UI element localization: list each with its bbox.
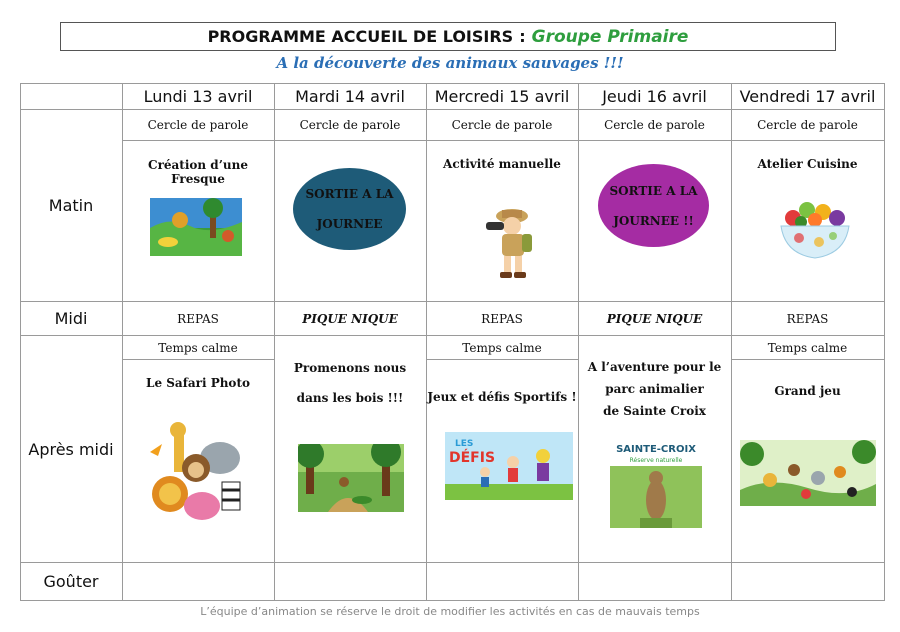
morning-activity-friday: Atelier Cuisine [757,157,858,171]
fruit-salad-image [775,196,855,264]
lunch-monday: REPAS [177,311,219,326]
morning-circle-monday: Cercle de parole [147,118,249,132]
jungle-game-image [740,440,876,506]
fresco-image [150,198,242,256]
title-box [60,22,836,51]
afternoon-activity-monday: Le Safari Photo [146,376,250,390]
morning-circle-tuesday: Cercle de parole [299,118,401,132]
tuesday-outing-line2: JOURNEE [316,217,383,231]
lunch-tuesday: PIQUE NIQUE [302,311,398,326]
grid-line [731,359,884,360]
tuesday-walk-line2: dans les bois !!! [296,391,404,405]
sainte-croix-sub: Réserve naturelle [629,457,683,464]
row-header-afternoon: Après midi [28,439,114,459]
forest-image [298,444,404,512]
tuesday-walk-line1: Promenons nous [293,361,407,375]
day-header-monday: Lundi 13 avril [143,87,253,106]
group-name: Groupe Primaire [531,26,689,47]
lunch-wednesday: REPAS [481,311,523,326]
afternoon-activity-friday: Grand jeu [774,384,841,398]
sainte-croix-label: SAINTE-CROIX [616,444,696,455]
safari-animals-image [148,422,246,524]
afternoon-activity-tuesday [274,356,426,410]
morning-circle-wednesday: Cercle de parole [451,118,553,132]
sainte-croix-image [610,436,702,528]
tuesday-outing-line1: SORTIE A LA [305,187,394,201]
afternoon-calm-wednesday: Temps calme [462,340,542,355]
tuesday-outing-oval [293,168,406,250]
thursday-outing-oval [598,164,709,247]
morning-circle-friday: Cercle de parole [757,118,858,132]
footer-note: L’équipe d’animation se réserve le droit de modifier les activités en cas de mauvais temps [200,605,700,618]
grid-line [20,562,885,563]
morning-activity-monday: Création d’une Fresque [148,158,248,186]
defis-image [445,432,573,500]
thursday-outing-line2: JOURNEE !! [613,213,694,228]
defis-label-les: LES [455,439,474,449]
morning-activity-wednesday: Activité manuelle [443,157,561,171]
grid-line [426,359,578,360]
thursday-park-line3: de Sainte Croix [603,404,706,418]
grid-line [884,83,885,601]
grid-line [122,359,274,360]
grid-line [578,83,579,601]
day-header-friday: Vendredi 17 avril [739,87,876,106]
afternoon-calm-monday: Temps calme [158,340,238,355]
grid-line [122,140,885,141]
row-header-morning: Matin [48,196,94,215]
afternoon-calm-friday: Temps calme [767,340,848,355]
row-header-snack: Goûter [43,572,99,591]
afternoon-activity-thursday [578,356,731,422]
grid-line [274,83,275,601]
explorer-image [482,206,536,280]
page-title: PROGRAMME ACCUEIL DE LOISIRS [207,27,514,46]
thursday-park-line2: parc animalier [605,382,704,396]
morning-circle-thursday: Cercle de parole [604,118,705,132]
defis-label-defis: DÉFIS [449,450,496,466]
page-subtitle: A la découverte des animaux sauvages !!! [276,54,624,72]
grid-line [20,600,885,601]
lunch-friday: REPAS [786,311,829,326]
day-header-tuesday: Mardi 14 avril [295,87,405,106]
day-header-wednesday: Mercredi 15 avril [434,87,570,106]
thursday-park-line1: A l’aventure pour le [587,360,722,374]
thursday-outing-line1: SORTIE A LA [609,183,698,198]
day-header-thursday: Jeudi 16 avril [602,87,707,106]
title-separator: : [519,27,526,46]
lunch-thursday: PIQUE NIQUE [606,311,703,326]
afternoon-activity-wednesday: Jeux et défis Sportifs ! [427,390,577,404]
row-header-noon: Midi [54,309,88,328]
